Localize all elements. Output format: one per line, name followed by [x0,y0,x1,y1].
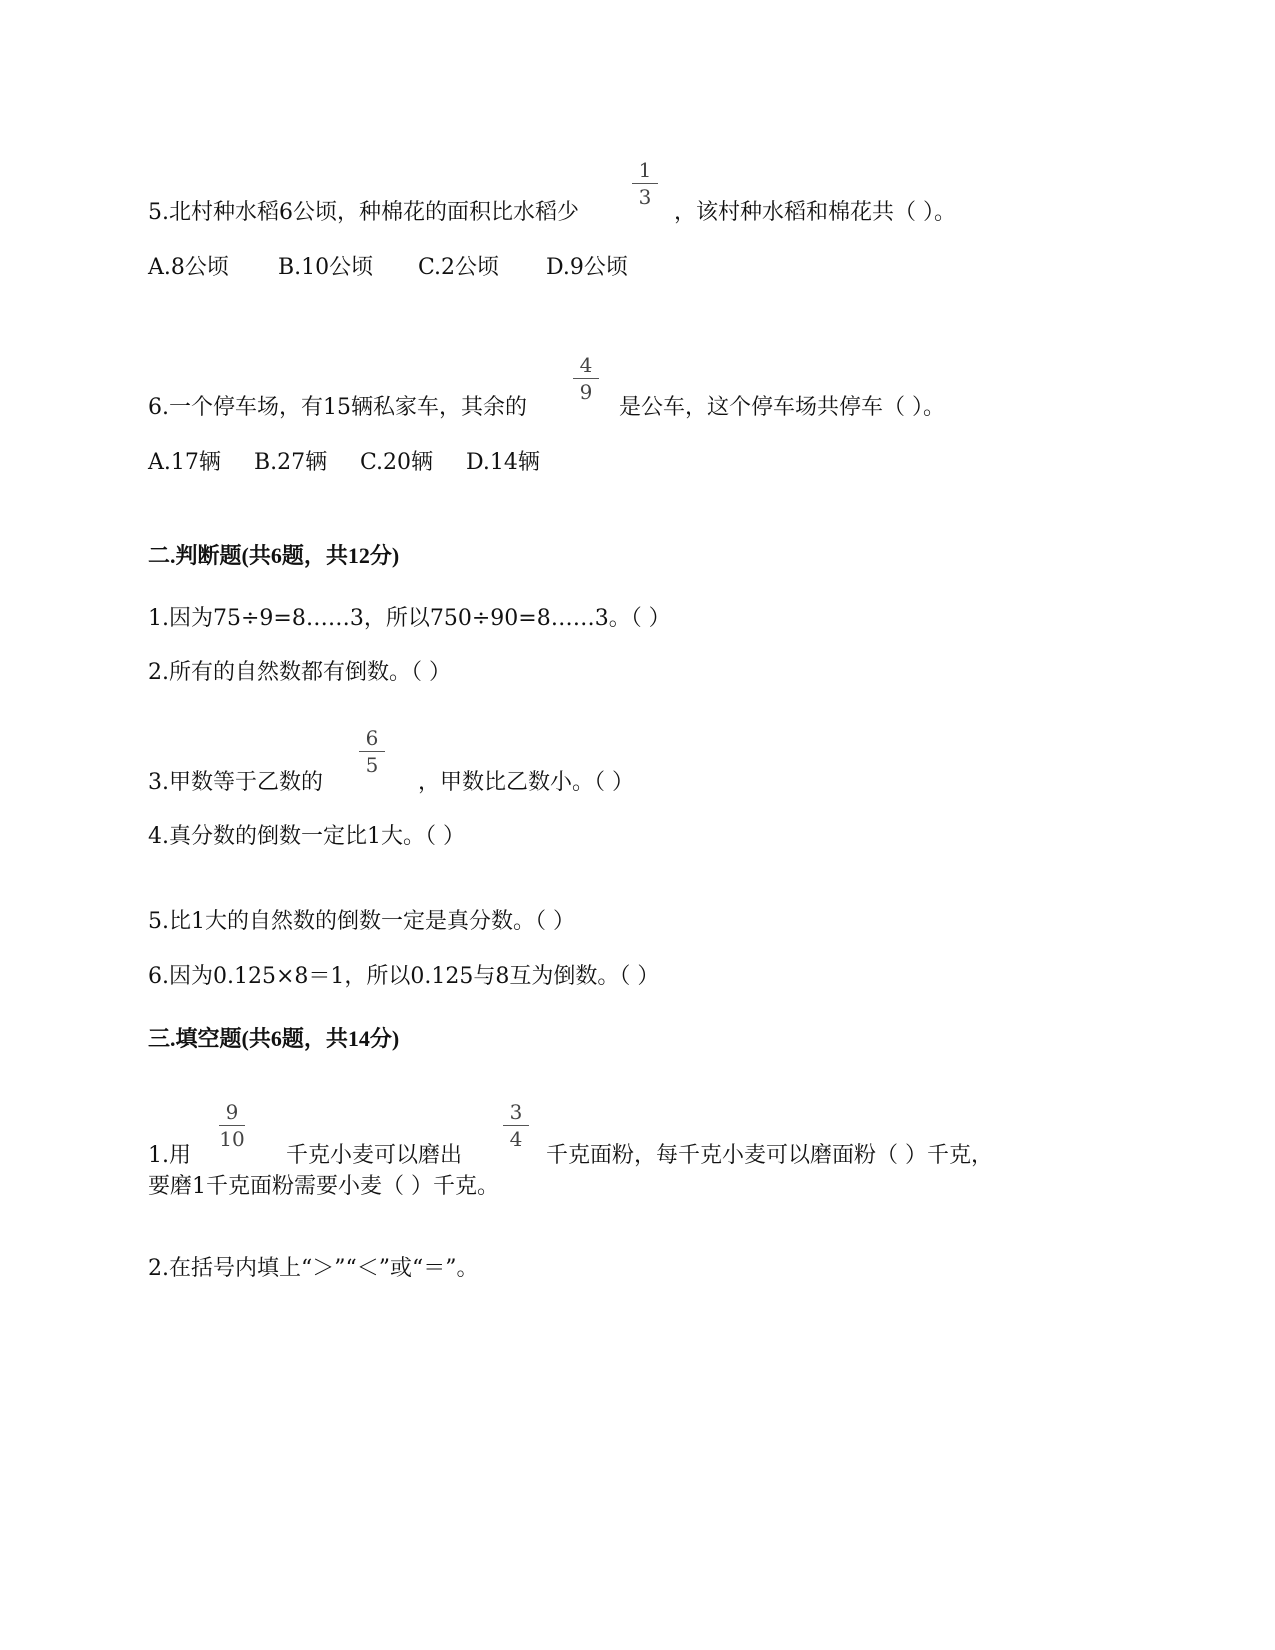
judgement-item-3: 3.甲数等于乙数的 ，甲数比乙数小。（ ） [148,770,634,795]
fraction-nine-tenths: 9 10 [219,1100,245,1151]
option-c: C.2公顷 [418,255,500,280]
option-a: A.8公顷 [148,255,229,280]
section-title-judgement: 二.判断题(共6题，共12分) [148,543,400,568]
judgement-item-6: 6.因为0.125×8＝1，所以0.125与8互为倒数。（ ） [148,964,660,989]
fraction-four-ninths: 4 9 [566,353,606,404]
fraction-six-fifths: 6 5 [352,726,392,777]
option-b: B.27辆 [254,450,328,475]
option-d: D.14辆 [466,450,540,475]
judgement-item-5: 5.比1大的自然数的倒数一定是真分数。（ ） [148,909,575,934]
option-b: B.10公顷 [278,255,374,280]
fill-item-2: 2.在括号内填上“＞”“＜”或“＝”。 [148,1256,479,1281]
question-5-options [148,254,628,282]
judgement-item-2: 2.所有的自然数都有倒数。（ ） [148,660,451,685]
option-a: A.17辆 [148,450,221,475]
question-6-options [148,449,540,477]
fill-item-1: 1.用 千克小麦可以磨出 千克面粉，每千克小麦可以磨面粉（ ）千克， [148,1143,994,1168]
judgement-item-4: 4.真分数的倒数一定比1大。（ ） [148,824,465,849]
question-6: 6.一个停车场，有15辆私家车，其余的 是公车，这个停车场共停车（ ）。 [148,395,945,420]
fill-item-1-line-2: 要磨1千克面粉需要小麦（ ）千克。 [148,1174,499,1199]
fraction-three-quarters: 3 4 [496,1100,536,1151]
section-title-fill-in: 三.填空题(共6题，共14分) [148,1026,400,1051]
fraction-one-third: 1 3 [625,158,665,209]
option-d: D.9公顷 [546,255,628,280]
judgement-item-1: 1.因为75÷9=8……3，所以750÷90=8……3。（ ） [148,606,671,631]
question-5: 5.北村种水稻6公顷，种棉花的面积比水稻少 ，该村种水稻和棉花共（ ）。 [148,200,956,225]
option-c: C.20辆 [360,450,434,475]
